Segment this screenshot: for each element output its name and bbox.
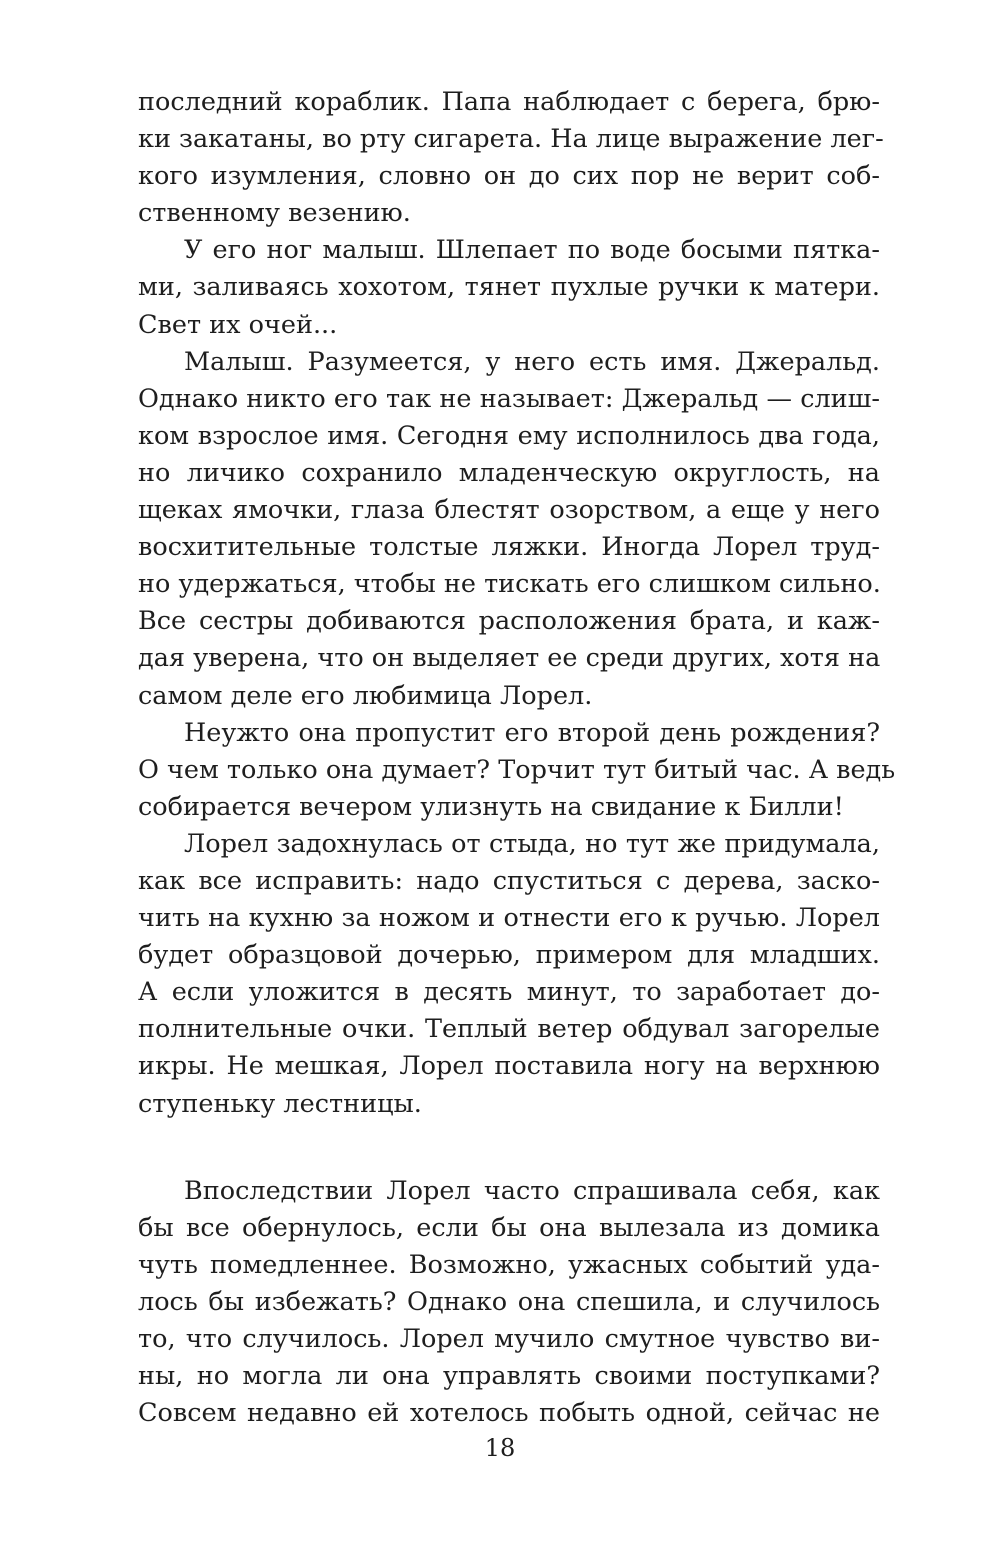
text-line: Совсем недавно ей хотелось побыть одной, сейчас не bbox=[138, 1398, 880, 1429]
text-line: самом деле его любимица Лорел. bbox=[138, 680, 593, 711]
text-line: ны, но могла ли она управлять своими поступками? bbox=[138, 1361, 880, 1392]
paragraph-3 bbox=[138, 344, 880, 715]
paragraph-4 bbox=[138, 715, 896, 826]
text-line: лось бы избежать? Однако она спешила, и случилось bbox=[138, 1286, 880, 1317]
text-line: последний кораблик. Папа наблюдает с берега, брю- bbox=[138, 87, 880, 117]
text-line: ми, заливаясь хохотом, тянет пухлые ручки к матери. bbox=[138, 272, 880, 303]
text-line: икры. Не мешкая, Лорел поставила ногу на верхнюю bbox=[138, 1051, 880, 1082]
text-line: ком взрослое имя. Сегодня ему исполнилось два года, bbox=[138, 420, 880, 451]
text-line: ки закатаны, во рту сигарета. На лице выражение лег- bbox=[138, 124, 884, 155]
text-line: Однако никто его так не называет: Джеральд — слиш- bbox=[138, 383, 880, 414]
paragraph-5 bbox=[138, 826, 880, 1123]
text-line: будет образцовой дочерью, примером для младших. bbox=[138, 940, 880, 971]
text-line: чить на кухню за ножом и отнести его к ручью. Лорел bbox=[138, 903, 880, 934]
text-line: то, что случилось. Лорел мучило смутное чувство ви- bbox=[138, 1324, 880, 1354]
text-line: но удержаться, чтобы не тискать его слишком сильно. bbox=[138, 569, 881, 600]
section-break bbox=[138, 1123, 880, 1173]
text-line: Все сестры добиваются расположения брата, и каж- bbox=[138, 606, 880, 637]
paragraph-1 bbox=[138, 84, 884, 232]
text-line: ственному везению. bbox=[138, 198, 411, 229]
text-line: Малыш. Разумеется, у него есть имя. Джеральд. bbox=[184, 346, 880, 377]
text-line: но личико сохранило младенческую округлость, на bbox=[138, 457, 880, 488]
text-line: бы все обернулось, если бы она вылезала из домика bbox=[138, 1212, 880, 1243]
text-line: чуть помедленнее. Возможно, ужасных событий уда- bbox=[138, 1249, 880, 1280]
text-line: У его ног малыш. Шлепает по воде босыми пятка- bbox=[184, 235, 880, 266]
page-body bbox=[138, 84, 896, 1432]
text-line: Лорел задохнулась от стыда, но тут же придумала, bbox=[184, 828, 880, 859]
text-line: щеках ямочки, глаза блестят озорством, а еще у него bbox=[138, 495, 880, 526]
paragraph-6 bbox=[138, 1173, 880, 1433]
text-line: ступеньку лестницы. bbox=[138, 1088, 422, 1119]
page-number: 18 bbox=[484, 1434, 516, 1462]
text-line: дая уверена, что он выделяет ее среди других, хотя на bbox=[138, 643, 881, 674]
paragraph-2 bbox=[138, 232, 880, 343]
text-line: О чем только она думает? Торчит тут битый час. А ведь bbox=[138, 754, 896, 785]
text-line: восхитительные толстые ляжки. Иногда Лорел труд- bbox=[138, 532, 880, 563]
text-line: как все исправить: надо спуститься с дерева, заско- bbox=[138, 865, 880, 896]
text-line: полнительные очки. Теплый ветер обдувал загорелые bbox=[138, 1014, 880, 1045]
text-line: Впоследствии Лорел часто спрашивала себя, как bbox=[184, 1175, 880, 1206]
text-line: собирается вечером улизнуть на свидание к Билли! bbox=[138, 791, 844, 822]
text-line: Свет их очей... bbox=[138, 309, 338, 340]
text-line: А если уложится в десять минут, то заработает до- bbox=[138, 977, 880, 1008]
text-line: Неужто она пропустит его второй день рождения? bbox=[184, 717, 880, 748]
text-line: кого изумления, словно он до сих пор не верит соб- bbox=[138, 161, 880, 192]
